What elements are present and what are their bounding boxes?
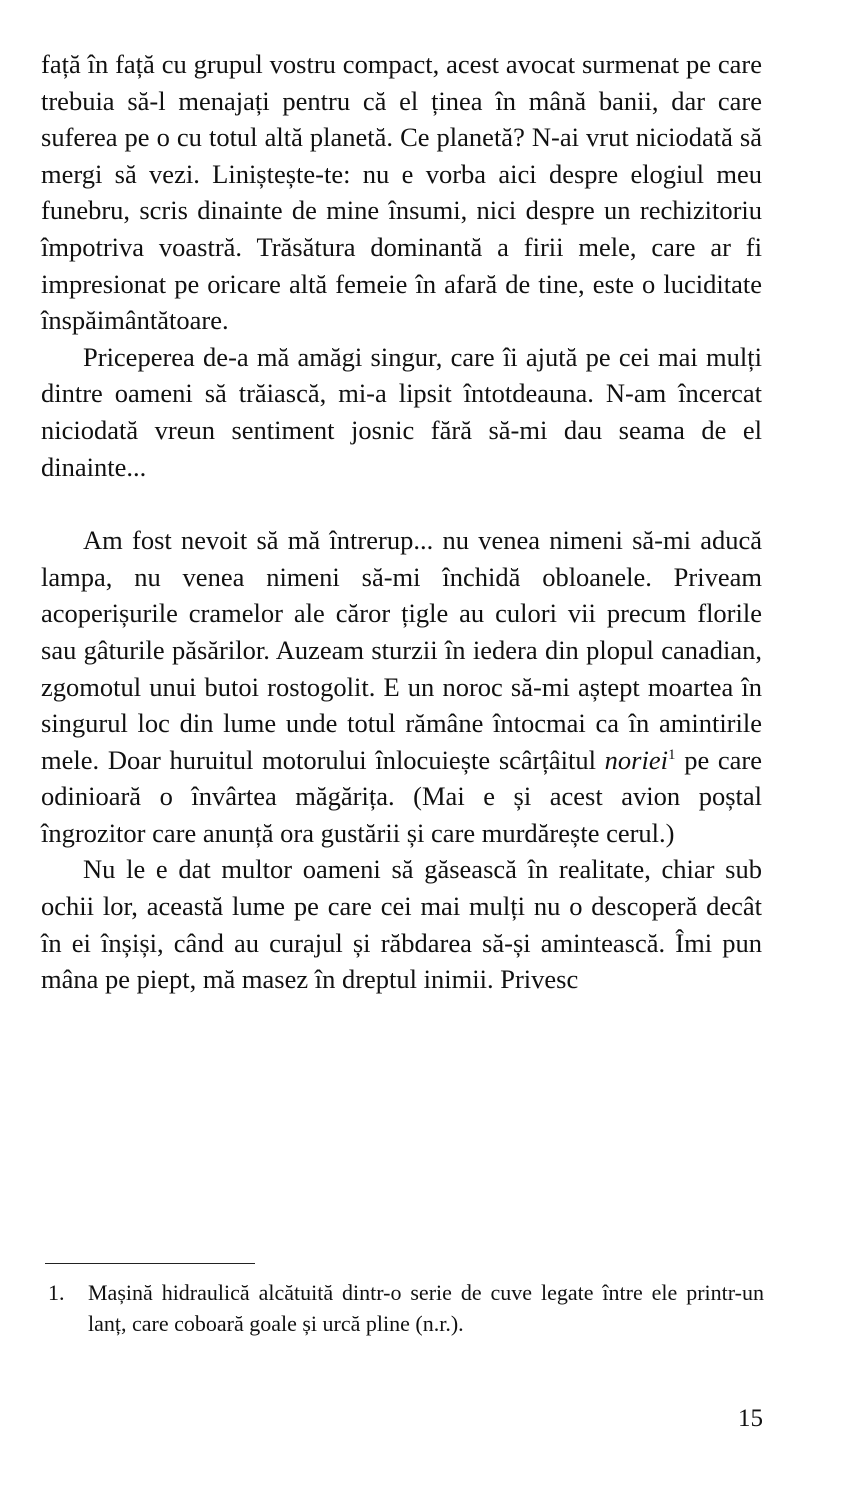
footnote (48, 1277, 764, 1339)
paragraph-3-text-a: Am fost nevoit să mă întrerup... nu venea nimeni să-mi aducă lampa, nu venea nimeni să-mi închidă obloanele. Priveam acoperișurile cramelor ale căror țigle au culori vii precum florile sau gâturile păsărilor. Auzeam sturzii în iedera din plopul canadian, zgomotul unui butoi rostogolit. E un noroc să-mi aștept moartea în singurul loc din lume unde totul rămâne întocmai ca în amintirile mele. Doar huruitul motorului înlocuiește scârțâitul (41, 525, 762, 775)
page-number: 15 (738, 1405, 763, 1432)
paragraph-2: Priceperea de-a mă amăgi singur, care îi ajută pe cei mai mulți dintre oameni să trăiască, mi-a lipsit întotdeauna. N-am încercat niciodată vreun sentiment josnic fără să-mi dau seama de el dinainte... (41, 341, 762, 482)
italic-word: noriei (604, 744, 668, 775)
footnote-number: 1. (48, 1280, 65, 1305)
paragraph-1: față în față cu grupul vostru compact, acest avocat surmenat pe care trebuia să-l menajați pentru că el ținea în mână banii, dar care suferea pe o cu totul altă planetă. Ce planetă? N-ai vrut niciodată să mergi să vezi. Liniștește-te: nu e vorba aici despre elogiul meu funebru, scris dinainte de mine însumi, nici despre un rechizitoriu împotriva voastră. Trăsătura dominantă a firii mele, care ar fi impresionat pe oricare altă femeie în afară de tine, este o luciditate înspăimântătoare. (41, 49, 762, 336)
footnote-text: Mașină hidraulică alcătuită dintr-o serie de cuve legate între ele printr-un lanț, care coboară goale și urcă pline (n.r.). (88, 1280, 764, 1336)
section-break (41, 485, 762, 522)
paragraph-4: Nu le e dat multor oameni să găsească în realitate, chiar sub ochii lor, această lume pe care cei mai mulți nu o descoperă decât în ei înșiși, când au curajul și răbdarea să-și amintească. Îmi pun mâna pe piept, mă masez în dreptul inimii. Privesc (41, 854, 762, 995)
paragraph-3 (41, 522, 762, 851)
footnote-reference: 1 (667, 746, 676, 763)
footnote-separator (45, 1263, 255, 1264)
page-body (41, 46, 762, 998)
paragraph-3-text-b: pe care odinioară o învârtea măgărița. (Mai e și acest avion poștal îngrozitor care anunță ora gustării și care murdărește cerul.) (41, 744, 763, 848)
